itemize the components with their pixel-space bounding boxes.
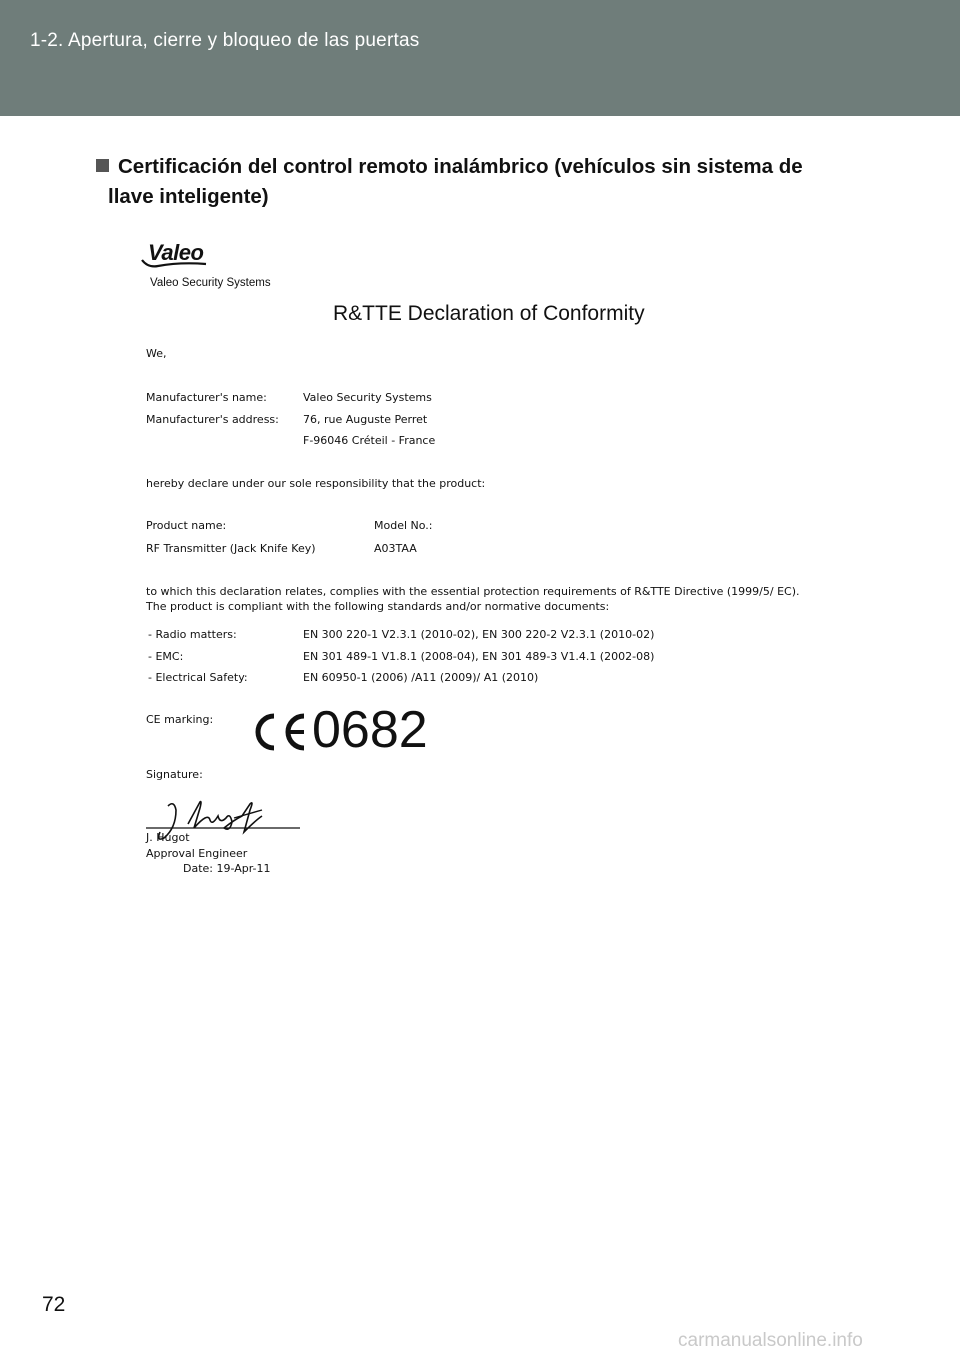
- we-text: We,: [146, 347, 167, 360]
- ce-mark-icon: [246, 712, 308, 752]
- manufacturer-name-label: Manufacturer's name:: [146, 391, 267, 404]
- standard-value: EN 301 489-1 V1.8.1 (2008-04), EN 301 489-3 V1.4.1 (2002-08): [303, 650, 655, 663]
- signer-title: Approval Engineer: [146, 847, 248, 860]
- product-name-value: RF Transmitter (Jack Knife Key): [146, 542, 316, 555]
- heading-line-1: Certificación del control remoto inalámbrico (vehículos sin sistema de: [118, 155, 803, 178]
- document-title: R&TTE Declaration of Conformity: [333, 302, 645, 325]
- address-line-2: F-96046 Créteil - France: [303, 434, 436, 447]
- standard-label: - Electrical Safety:: [148, 671, 248, 684]
- standard-label: - Radio matters:: [148, 628, 237, 641]
- chapter-title: 1-2. Apertura, cierre y bloqueo de las puertas: [30, 30, 420, 51]
- ce-marking-label: CE marking:: [146, 713, 214, 726]
- declaration-statement: hereby declare under our sole responsibility that the product:: [146, 477, 486, 490]
- product-name-label: Product name:: [146, 519, 227, 532]
- model-no-label: Model No.:: [374, 519, 433, 532]
- compliance-line-1: to which this declaration relates, complies with the essential protection requirements of R&TTE Directive (1999/5/ EC).: [146, 585, 800, 598]
- logo-swoosh-icon: [140, 256, 210, 270]
- model-no-value: A03TAA: [374, 542, 417, 555]
- manufacturer-name-value: Valeo Security Systems: [303, 391, 432, 404]
- standard-value: EN 60950-1 (2006) /A11 (2009)/ A1 (2010): [303, 671, 539, 684]
- heading-line-2: llave inteligente): [108, 185, 269, 208]
- ce-number: 0682: [312, 701, 428, 759]
- manufacturer-address-label: Manufacturer's address:: [146, 413, 279, 426]
- signature-label: Signature:: [146, 768, 203, 781]
- signature-date: Date: 19-Apr-11: [183, 862, 271, 875]
- address-line-1: 76, rue Auguste Perret: [303, 413, 428, 426]
- company-name: Valeo Security Systems: [150, 277, 271, 289]
- valeo-logo: Valeo: [148, 240, 204, 265]
- standard-value: EN 300 220-1 V2.3.1 (2010-02), EN 300 220-2 V2.3.1 (2010-02): [303, 628, 655, 641]
- standard-label: - EMC:: [148, 650, 184, 663]
- signer-name: J. Hugot: [146, 831, 190, 844]
- page-number: 72: [42, 1293, 66, 1316]
- compliance-line-2: The product is compliant with the following standards and/or normative documents:: [146, 600, 610, 613]
- watermark: carmanualsonline.info: [678, 1330, 863, 1351]
